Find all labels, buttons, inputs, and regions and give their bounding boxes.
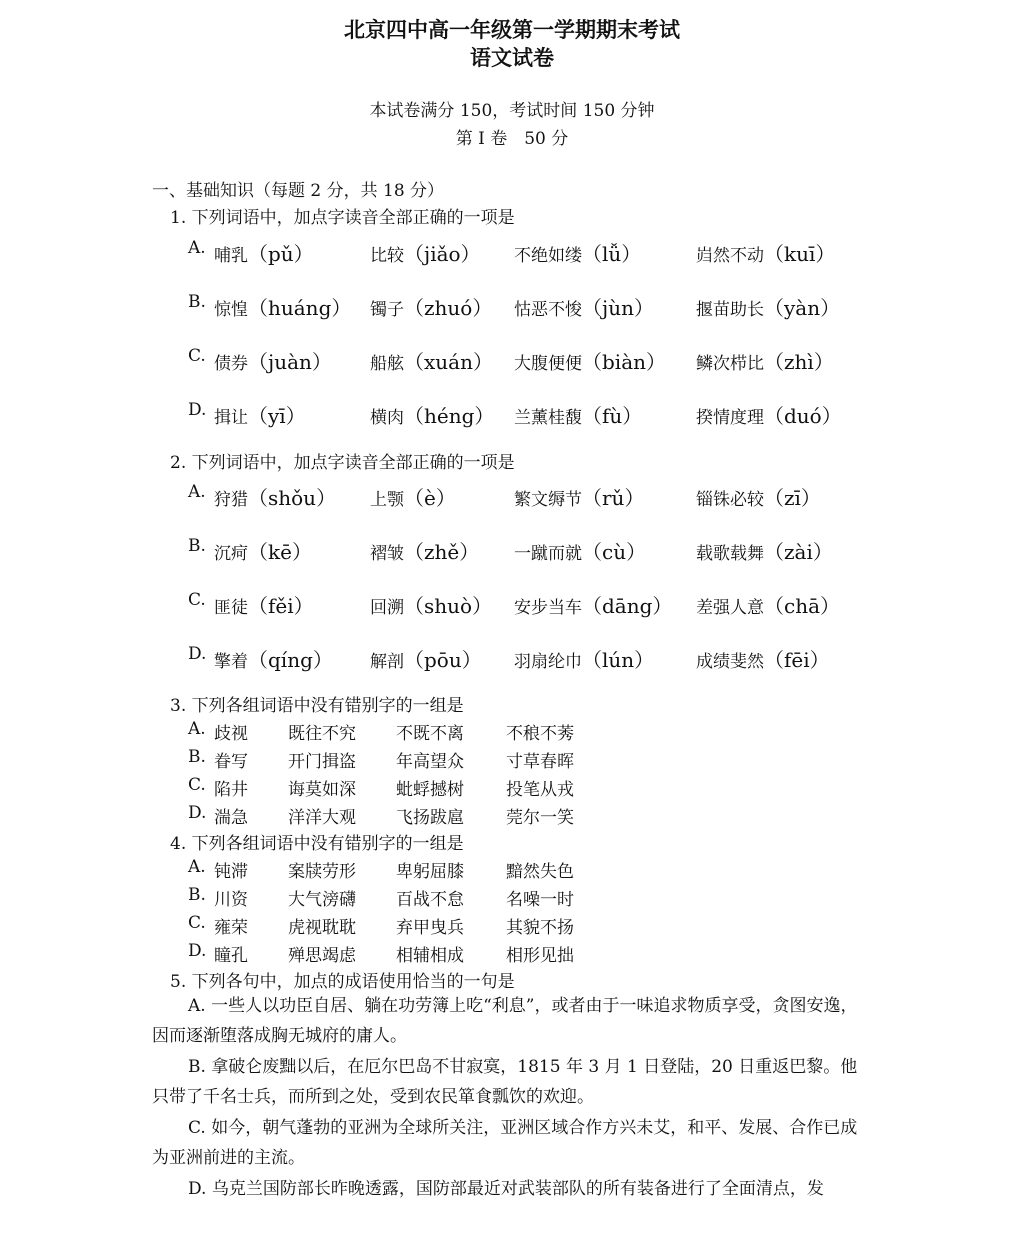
option-word: 不稂不莠 bbox=[506, 724, 574, 744]
term-pinyin: （dāng） bbox=[582, 594, 673, 618]
option-term bbox=[696, 590, 840, 619]
term-pinyin: （zhì） bbox=[764, 350, 834, 374]
option-term bbox=[696, 482, 821, 511]
term-word: 差强人意 bbox=[696, 598, 764, 618]
term-pinyin: （cù） bbox=[582, 540, 647, 564]
option-term bbox=[370, 644, 482, 673]
option-word: 相辅相成 bbox=[396, 946, 464, 966]
term-word: 载歌载舞 bbox=[696, 544, 764, 564]
option-term bbox=[214, 590, 314, 619]
option-word: 湍急 bbox=[214, 808, 248, 828]
option-label: D. bbox=[188, 803, 207, 823]
option-term bbox=[696, 536, 833, 565]
term-pinyin: （yàn） bbox=[764, 296, 841, 320]
option-term bbox=[370, 482, 456, 511]
option-term bbox=[370, 536, 479, 565]
exam-title: 北京四中高一年级第一学期期末考试 bbox=[344, 17, 680, 42]
term-word: 怙恶不悛 bbox=[514, 300, 582, 320]
term-word: 匪徒 bbox=[214, 598, 248, 618]
option-label: C. bbox=[188, 346, 206, 366]
option-label: A. bbox=[188, 238, 206, 258]
option-label: A. bbox=[188, 857, 206, 877]
option-word: 名噪一时 bbox=[506, 890, 574, 910]
option-term bbox=[370, 590, 492, 619]
option-word: 开门揖盗 bbox=[288, 752, 356, 772]
term-word: 大腹便便 bbox=[514, 354, 582, 374]
question-5-option-a: A. 一些人以功臣自居、躺在功劳簿上吃“利息”，或者由于一味追求物质享受，贪图安逸，因而逐渐堕落成胸无城府的庸人。 bbox=[152, 996, 858, 1046]
term-word: 哺乳 bbox=[214, 246, 248, 266]
option-term bbox=[214, 482, 336, 511]
option-word: 蚍蜉撼树 bbox=[396, 780, 464, 800]
term-word: 惊惶 bbox=[214, 300, 248, 320]
option-term bbox=[370, 400, 494, 429]
option-label: B. bbox=[188, 747, 206, 767]
term-word: 比较 bbox=[370, 246, 404, 266]
term-word: 羽扇纶巾 bbox=[514, 652, 582, 672]
option-word: 弃甲曳兵 bbox=[396, 918, 464, 938]
term-pinyin: （biàn） bbox=[582, 350, 667, 374]
term-pinyin: （pǔ） bbox=[248, 242, 314, 266]
term-word: 褶皱 bbox=[370, 544, 404, 564]
option-term bbox=[696, 644, 830, 673]
option-term bbox=[514, 590, 672, 619]
term-pinyin: （fēi） bbox=[764, 648, 830, 672]
term-pinyin: （zhě） bbox=[404, 540, 480, 564]
term-word: 镯子 bbox=[370, 300, 404, 320]
term-pinyin: （duó） bbox=[764, 404, 842, 428]
option-word: 殚思竭虑 bbox=[288, 946, 356, 966]
option-word: 歧视 bbox=[214, 724, 248, 744]
option-word: 钝滞 bbox=[214, 862, 248, 882]
option-term bbox=[514, 644, 654, 673]
term-pinyin: （juàn） bbox=[248, 350, 332, 374]
option-term bbox=[370, 346, 493, 375]
term-word: 揆情度理 bbox=[696, 408, 764, 428]
option-term bbox=[696, 400, 842, 429]
option-word: 投笔从戎 bbox=[506, 780, 574, 800]
option-label: B. bbox=[188, 292, 206, 312]
option-term bbox=[214, 644, 333, 673]
option-word: 其貌不扬 bbox=[506, 918, 574, 938]
option-word: 飞扬跋扈 bbox=[396, 808, 464, 828]
term-pinyin: （jùn） bbox=[582, 296, 654, 320]
option-term bbox=[514, 536, 646, 565]
term-word: 安步当车 bbox=[514, 598, 582, 618]
option-label: A. bbox=[188, 482, 206, 502]
option-term bbox=[514, 400, 642, 429]
option-word: 卑躬屈膝 bbox=[396, 862, 464, 882]
option-term bbox=[214, 292, 351, 321]
option-label: C. bbox=[188, 775, 206, 795]
option-label: C. bbox=[188, 590, 206, 610]
option-term bbox=[214, 238, 314, 267]
term-word: 解剖 bbox=[370, 652, 404, 672]
volume-label: 第 I 卷 50 分 bbox=[455, 129, 569, 149]
term-pinyin: （zhuó） bbox=[404, 296, 493, 320]
option-term bbox=[696, 346, 834, 375]
option-term bbox=[514, 292, 654, 321]
option-word: 川资 bbox=[214, 890, 248, 910]
question-5-stem: 5. 下列各句中，加点的成语使用恰当的一句是 bbox=[170, 972, 515, 992]
option-word: 雍荣 bbox=[214, 918, 248, 938]
option-word: 大气滂礴 bbox=[288, 890, 356, 910]
term-word: 成绩斐然 bbox=[696, 652, 764, 672]
term-word: 一蹴而就 bbox=[514, 544, 582, 564]
term-pinyin: （rǔ） bbox=[582, 486, 645, 510]
option-word: 相形见拙 bbox=[506, 946, 574, 966]
option-word: 洋洋大观 bbox=[288, 808, 356, 828]
option-term bbox=[514, 238, 641, 267]
option-word: 莞尔一笑 bbox=[506, 808, 574, 828]
term-word: 上颚 bbox=[370, 490, 404, 510]
option-label: D. bbox=[188, 644, 207, 664]
question-4-stem: 4. 下列各组词语中没有错别字的一组是 bbox=[170, 834, 464, 854]
term-pinyin: （chā） bbox=[764, 594, 841, 618]
term-pinyin: （shǒu） bbox=[248, 486, 337, 510]
exam-subtitle: 语文试卷 bbox=[470, 45, 554, 70]
term-word: 兰薰桂馥 bbox=[514, 408, 582, 428]
option-word: 黯然失色 bbox=[506, 862, 574, 882]
option-term bbox=[514, 482, 644, 511]
option-label: D. bbox=[188, 941, 207, 961]
term-word: 横肉 bbox=[370, 408, 404, 428]
term-pinyin: （jiǎo） bbox=[404, 242, 481, 266]
term-pinyin: （zī） bbox=[764, 486, 821, 510]
option-term bbox=[370, 292, 492, 321]
term-pinyin: （fěi） bbox=[248, 594, 314, 618]
term-word: 岿然不动 bbox=[696, 246, 764, 266]
term-word: 锱铢必较 bbox=[696, 490, 764, 510]
option-label: B. bbox=[188, 885, 206, 905]
term-word: 狩猎 bbox=[214, 490, 248, 510]
option-label: C. bbox=[188, 913, 206, 933]
term-pinyin: （kē） bbox=[248, 540, 312, 564]
option-word: 陷井 bbox=[214, 780, 248, 800]
term-pinyin: （huáng） bbox=[248, 296, 352, 320]
term-word: 擎着 bbox=[214, 652, 248, 672]
term-pinyin: （xuán） bbox=[404, 350, 493, 374]
option-term bbox=[370, 238, 481, 267]
term-word: 繁文缛节 bbox=[514, 490, 582, 510]
option-word: 年高望众 bbox=[396, 752, 464, 772]
question-5-option-b: B. 拿破仑废黜以后，在厄尔巴岛不甘寂寞，1815 年 3 月 1 日登陆，20 日重返巴黎。他只带了千名士兵，而所到之处，受到农民箪食瓢饮的欢迎。 bbox=[152, 1057, 858, 1107]
question-5-option-d: D. 乌克兰国防部长昨晚透露，国防部最近对武装部队的所有装备进行了全面清点，发 bbox=[188, 1179, 824, 1199]
option-label: B. bbox=[188, 536, 206, 556]
term-pinyin: （kuī） bbox=[764, 242, 836, 266]
option-term bbox=[214, 400, 306, 429]
exam-info: 本试卷满分 150，考试时间 150 分钟 bbox=[369, 101, 655, 121]
option-word: 瞳孔 bbox=[214, 946, 248, 966]
term-pinyin: （qíng） bbox=[248, 648, 333, 672]
option-term bbox=[696, 292, 840, 321]
term-word: 不绝如缕 bbox=[514, 246, 582, 266]
option-word: 案牍劳形 bbox=[288, 862, 356, 882]
term-pinyin: （fù） bbox=[582, 404, 643, 428]
term-pinyin: （shuò） bbox=[404, 594, 493, 618]
question-1-stem: 1. 下列词语中，加点字读音全部正确的一项是 bbox=[170, 208, 515, 228]
option-word: 百战不怠 bbox=[396, 890, 464, 910]
term-word: 回溯 bbox=[370, 598, 404, 618]
option-word: 不既不离 bbox=[396, 724, 464, 744]
option-term bbox=[214, 536, 312, 565]
question-2-stem: 2. 下列词语中，加点字读音全部正确的一项是 bbox=[170, 453, 515, 473]
term-word: 鳞次栉比 bbox=[696, 354, 764, 374]
option-term bbox=[514, 346, 666, 375]
option-word: 寸草春晖 bbox=[506, 752, 574, 772]
section-heading: 一、基础知识（每题 2 分，共 18 分） bbox=[152, 181, 445, 201]
option-word: 眷写 bbox=[214, 752, 248, 772]
term-pinyin: （zài） bbox=[764, 540, 833, 564]
option-word: 虎视耽耽 bbox=[288, 918, 356, 938]
question-5-option-c: C. 如今，朝气蓬勃的亚洲为全球所关注，亚洲区域合作方兴未艾，和平、发展、合作已成为亚洲前进的主流。 bbox=[152, 1118, 858, 1168]
option-label: A. bbox=[188, 719, 206, 739]
term-word: 船舷 bbox=[370, 354, 404, 374]
term-pinyin: （héng） bbox=[404, 404, 495, 428]
term-pinyin: （è） bbox=[404, 486, 456, 510]
option-word: 诲莫如深 bbox=[288, 780, 356, 800]
term-pinyin: （lǚ） bbox=[582, 242, 642, 266]
term-word: 揠苗助长 bbox=[696, 300, 764, 320]
term-pinyin: （pōu） bbox=[404, 648, 482, 672]
option-word: 既往不究 bbox=[288, 724, 356, 744]
term-pinyin: （lún） bbox=[582, 648, 655, 672]
option-term bbox=[214, 346, 332, 375]
term-pinyin: （yī） bbox=[248, 404, 306, 428]
question-3-stem: 3. 下列各组词语中没有错别字的一组是 bbox=[170, 696, 464, 716]
option-label: D. bbox=[188, 400, 207, 420]
option-term bbox=[696, 238, 835, 267]
term-word: 沉疴 bbox=[214, 544, 248, 564]
term-word: 揖让 bbox=[214, 408, 248, 428]
term-word: 债券 bbox=[214, 354, 248, 374]
